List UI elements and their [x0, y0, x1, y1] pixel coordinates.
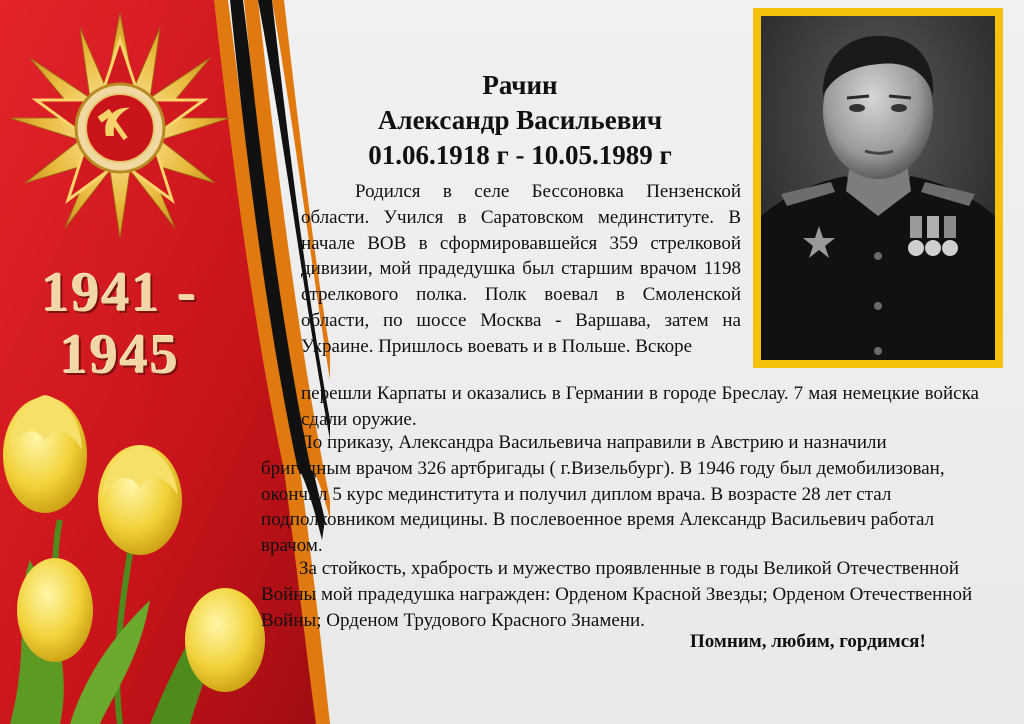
bio-paragraph-2: По приказу, Александра Васильевича направили в Австрию и назначили бригадным врачом 326 артбригады ( г.Визельбург). В 1946 году был демобилизован, окончил 5 курс мединститута и получил диплом врача. В возрасте 28 лет стал подполковником медицины. В послевоенное время Александр Васильевич работал врачом. [261, 432, 945, 557]
portrait-photo-frame [753, 8, 1003, 368]
bio-paragraph-1-continued: перешли Карпаты и оказались в Германии в городе Бреслау. 7 мая немецкие войска сдали оружие. [301, 383, 979, 430]
officer-portrait-icon [761, 16, 995, 360]
war-years [0, 262, 240, 386]
years-end: 1945 [60, 324, 180, 386]
person-surname: Рачин [482, 70, 558, 100]
person-header [300, 68, 740, 173]
person-name: Александр Васильевич [377, 105, 663, 135]
bio-paragraph-1: Родился в селе Бессоновка Пензенской области. Учился в Саратовском мединституте. В начале ВОВ в сформировавшейся 359 стрелковой дивизии, мой прадедушка был старшим врачом 1198 стрелкового полка. Полк воевал в Смоленской области, по шоссе Москва - Варшава, затем на Украине. Пришлось воевать и в Польше. Вскоре [301, 181, 741, 357]
medals-icon [908, 216, 958, 256]
years-start: 1941 - [41, 262, 199, 324]
person-dates: 01.06.1918 г - 10.05.1989 г [368, 140, 672, 170]
portrait-photo [761, 16, 995, 360]
motto: Помним, любим, гордимся! [690, 631, 926, 652]
bio-paragraph-3: За стойкость, храбрость и мужество проявленные в годы Великой Отечественной Войны мой прадедушка награжден: Орденом Красной Звезды; Орденом Отечественной Войны; Орденом Трудового Красного Знамени. [261, 558, 973, 631]
